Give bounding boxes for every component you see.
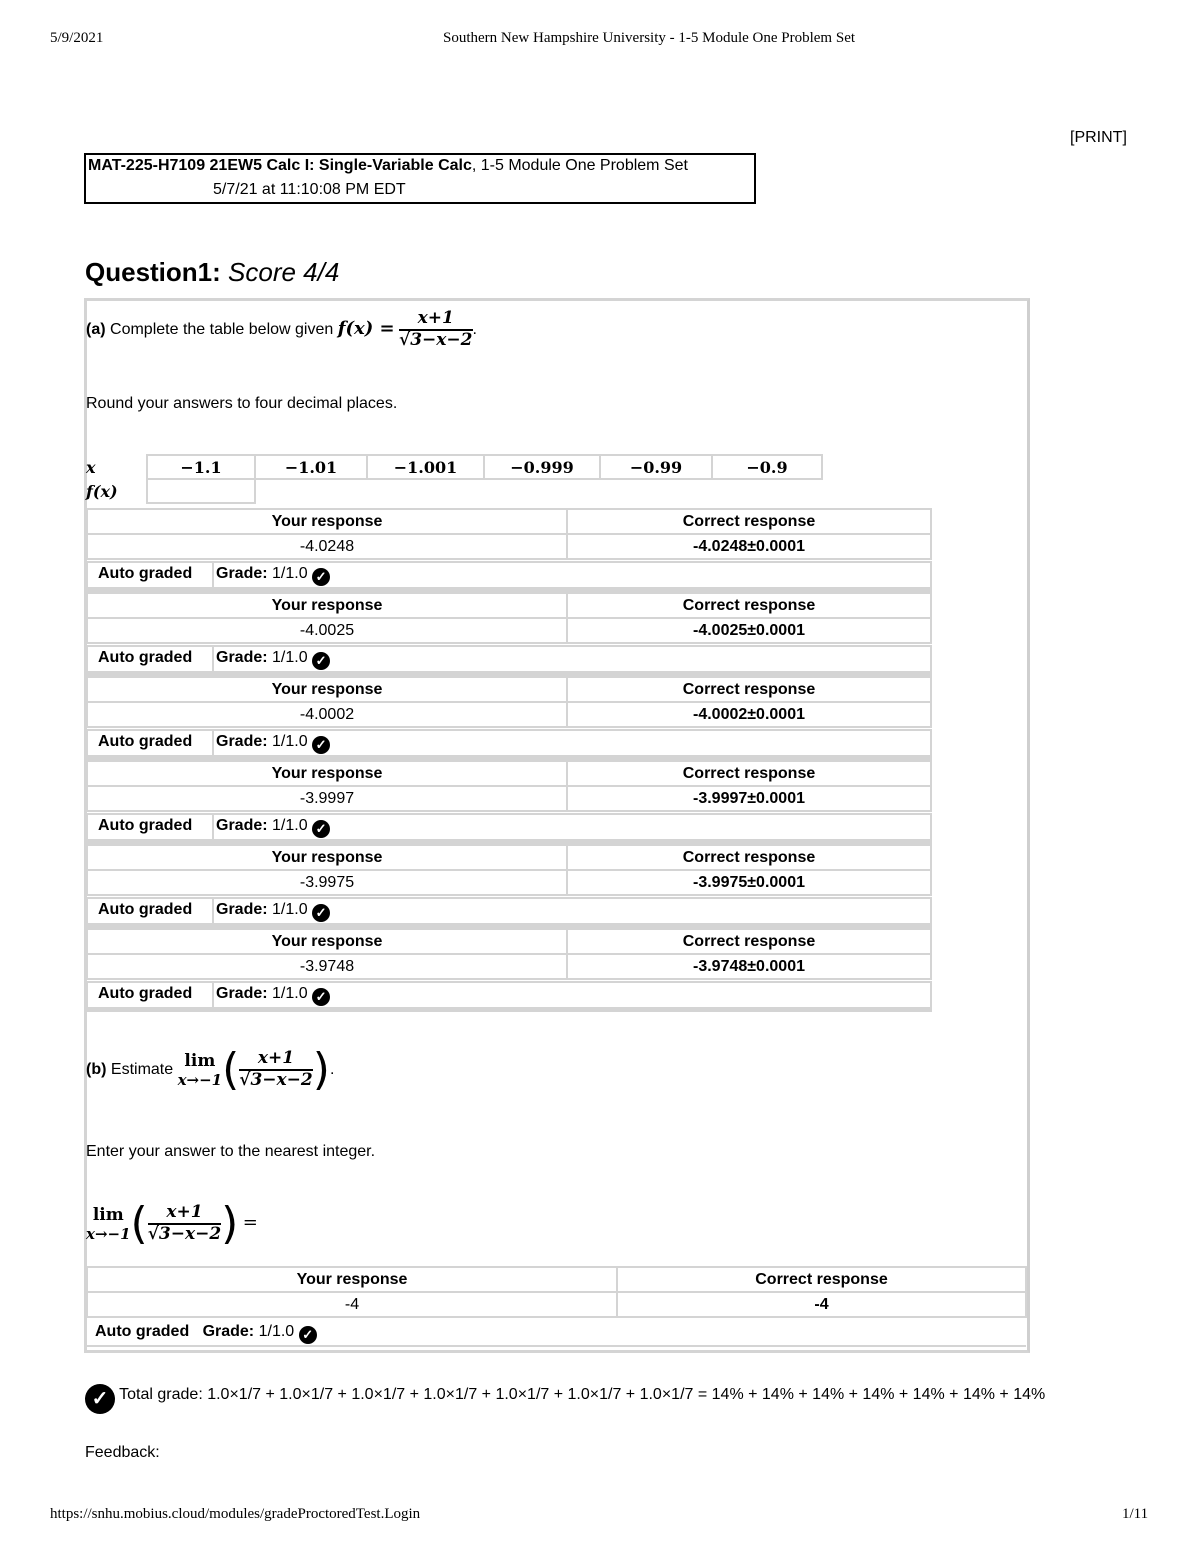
grade-row — [86, 897, 932, 925]
auto-graded-label: Auto graded — [98, 733, 193, 750]
x-value: −1.1 — [147, 455, 255, 479]
part-b-text: Estimate — [110, 1061, 174, 1079]
part-a-text: Complete the table below given — [110, 321, 334, 339]
your-response-value: -4.0025 — [87, 618, 567, 643]
your-response-value: -4.0248 — [87, 534, 567, 559]
grade-value: 1/1.0 — [272, 649, 308, 666]
fx-label: f(x) — [86, 481, 118, 501]
grade-cell — [216, 817, 330, 838]
response-table — [86, 592, 932, 644]
part-a-prefix: (a) — [86, 321, 106, 339]
check-circle-icon: ✓ — [299, 1326, 317, 1344]
check-circle-icon: ✓ — [312, 568, 330, 586]
correct-response-value: -3.9997±0.0001 — [567, 786, 931, 811]
correct-response-header: Correct response — [617, 1267, 1026, 1292]
grade-cell — [216, 565, 330, 586]
round-instructions: Round your answers to four decimal places. — [86, 395, 398, 412]
check-circle-icon: ✓ — [85, 1384, 115, 1414]
auto-graded-label: Auto graded — [95, 1323, 190, 1340]
part-b-grade-row — [95, 1323, 317, 1344]
auto-graded-label: Auto graded — [98, 817, 193, 834]
correct-response-value: -4.0025±0.0001 — [567, 618, 931, 643]
grade-row — [86, 561, 932, 589]
correct-response-header: Correct response — [567, 761, 931, 786]
correct-response-header: Correct response — [567, 845, 931, 870]
your-response-header: Your response — [87, 593, 567, 618]
grade-label: Grade: — [216, 733, 268, 750]
total-grade-text: Total grade: 1.0×1/7 + 1.0×1/7 + 1.0×1/7 + 1.0×1/7 + 1.0×1/7 + 1.0×1/7 + 1.0×1/7 = 14% + 14% + 14% + 14% + 14% + 14% + 14% — [119, 1386, 1046, 1403]
your-response-value: -4.0002 — [87, 702, 567, 727]
grade-row — [86, 729, 932, 757]
grade-label: Grade: — [216, 649, 268, 666]
total-grade — [85, 1384, 1115, 1414]
your-response-value: -3.9748 — [87, 954, 567, 979]
grade-value: 1/1.0 — [272, 817, 308, 834]
limit-fraction: $\frac{x+1}{√3-x-2}$ — [239, 1048, 313, 1090]
function-denominator: √3−x−2 — [399, 329, 473, 350]
your-response-header: Your response — [87, 509, 567, 534]
check-circle-icon: ✓ — [312, 988, 330, 1006]
your-response-header: Your response — [87, 677, 567, 702]
print-date: 5/9/2021 — [50, 30, 104, 46]
fx-answer-cell — [147, 479, 255, 503]
correct-response-value: -4.0248±0.0001 — [567, 534, 931, 559]
grade-row — [86, 981, 932, 1009]
grade-label: Grade: — [216, 985, 268, 1002]
grade-label: Grade: — [216, 901, 268, 918]
your-response-header: Your response — [87, 1267, 617, 1292]
grade-value: 1/1.0 — [272, 901, 308, 918]
grade-value: 1/1.0 — [272, 733, 308, 750]
your-response-header: Your response — [87, 845, 567, 870]
footer-url: https://snhu.mobius.cloud/modules/gradeProctoredTest.Login — [50, 1506, 421, 1522]
grade-label: Grade: — [216, 817, 268, 834]
part-b-prefix: (b) — [86, 1061, 107, 1079]
correct-response-value: -3.9975±0.0001 — [567, 870, 931, 895]
submission-timestamp: 5/7/21 at 11:10:08 PM EDT — [213, 181, 406, 198]
check-circle-icon: ✓ — [312, 736, 330, 754]
divider — [86, 1345, 1026, 1347]
x-label: x — [86, 457, 96, 477]
grade-cell — [216, 901, 330, 922]
print-page-title: Southern New Hampshire University - 1-5 Module One Problem Set — [443, 30, 856, 46]
function-fraction — [399, 310, 472, 350]
grade-label: Grade: — [216, 565, 268, 582]
function-numerator: x+1 — [399, 310, 472, 331]
correct-response-value: -3.9748±0.0001 — [567, 954, 931, 979]
grade-row — [86, 645, 932, 673]
x-value-table — [86, 454, 823, 504]
your-response-header: Your response — [87, 761, 567, 786]
check-circle-icon: ✓ — [312, 652, 330, 670]
course-info-box — [84, 153, 756, 204]
x-value: −0.9 — [712, 455, 822, 479]
check-circle-icon: ✓ — [312, 820, 330, 838]
correct-response-header: Correct response — [567, 929, 931, 954]
your-response-value: -3.9975 — [87, 870, 567, 895]
question-label: Question1: — [85, 257, 221, 287]
correct-response-header: Correct response — [567, 677, 931, 702]
part-b-response-table — [86, 1266, 1027, 1318]
your-response-header: Your response — [87, 929, 567, 954]
response-table — [86, 928, 932, 980]
check-circle-icon: ✓ — [312, 904, 330, 922]
print-link[interactable]: [PRINT] — [1070, 129, 1127, 146]
grade-value: 1/1.0 — [258, 1323, 295, 1340]
x-value: −0.999 — [484, 455, 600, 479]
course-code: MAT-225-H7109 21EW5 Calc I: Single-Variable Calc — [88, 157, 472, 174]
grade-value: 1/1.0 — [272, 985, 308, 1002]
response-table — [86, 676, 932, 728]
function-lhs: f(x) = — [337, 318, 395, 340]
response-table — [86, 844, 932, 896]
auto-graded-label: Auto graded — [98, 649, 193, 666]
grade-cell — [216, 733, 330, 754]
correct-response-value: -4 — [617, 1292, 1026, 1317]
x-value: −1.001 — [367, 455, 484, 479]
grade-cell — [216, 649, 330, 670]
part-a-prompt: (a) Complete the table below given f(x) = $\frac{x+1}{√3-x-2}$ . — [86, 308, 477, 350]
question-score: Score 4/4 — [228, 257, 340, 287]
nearest-integer-instructions: Enter your answer to the nearest integer. — [86, 1143, 376, 1160]
part-b-prompt: (b) Estimate lim x→−1 ( $\frac{x+1}{√3-x-2}$ ). — [86, 1044, 335, 1095]
correct-response-header: Correct response — [567, 593, 931, 618]
grade-row — [86, 813, 932, 841]
response-table — [86, 508, 932, 560]
auto-graded-label: Auto graded — [98, 565, 193, 582]
correct-response-header: Correct response — [567, 509, 931, 534]
limit-answer-expression: lim x→−1 ( $\frac{x+1}{√3-x-2}$ ) = — [86, 1198, 258, 1249]
response-table — [86, 760, 932, 812]
correct-response-value: -4.0002±0.0001 — [567, 702, 931, 727]
x-value: −0.99 — [600, 455, 712, 479]
your-response-value: -3.9997 — [87, 786, 567, 811]
limit-operator: lim x→−1 — [177, 1050, 223, 1090]
question-title — [85, 257, 339, 288]
response-separator — [86, 1008, 932, 1012]
feedback-label: Feedback: — [85, 1444, 160, 1461]
grade-label: Grade: — [202, 1323, 255, 1340]
auto-graded-label: Auto graded — [98, 985, 193, 1002]
x-value: −1.01 — [255, 455, 367, 479]
assignment-name: , 1-5 Module One Problem Set — [471, 157, 688, 174]
grade-cell — [216, 985, 330, 1006]
auto-graded-label: Auto graded — [98, 901, 193, 918]
grade-value: 1/1.0 — [272, 565, 308, 582]
footer-page-number: 1/11 — [1122, 1506, 1149, 1522]
your-response-value: -4 — [87, 1292, 617, 1317]
